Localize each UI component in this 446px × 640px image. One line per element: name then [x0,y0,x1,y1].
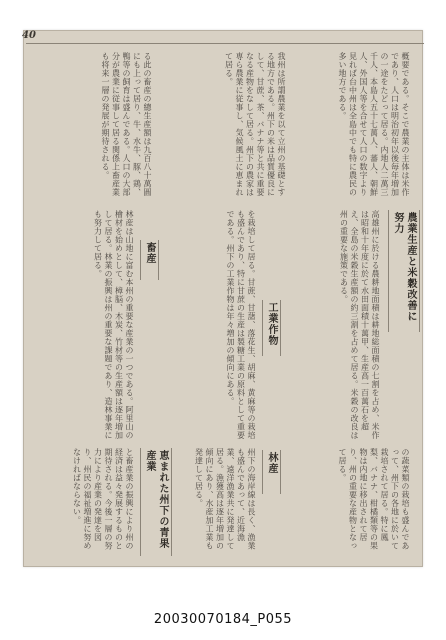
header-rule [26,43,424,44]
text-column-top-right: 概要である。そこで農業の主体は米作であり、人口は明治初年以後毎年増加の一途をたどって居る。内地人二萬三千人、本島人五十七萬人、蕃人、朝鮮人、外国人等を合せて人口の数字より見れば台中州は全島中でも特に農民の多い地方である。 [338,52,410,197]
section-title-rice: 農業生産と米穀改善に努力 [388,210,420,332]
text-column-bottom-middle: 州下の海岸線は長く、漁業も盛んであって、近海漁業、遠洋漁業共に発達して居る。漁獲高は逐年増加の傾向にあり、水産加工業も発達して居る。 [194,448,256,550]
image-caption: 20030070184_P055 [153,612,293,627]
text-column-top-middle: 我州は所謂農業を以て立州の基礎とする地方である。州下の米は品質優良にして、甘蔗、茶、バナナ等と共に重要なる産物をなして居る。州下の農家は専ら農業に従事し、気候風土に恵まれて居る。 [224,52,286,197]
text-column-top-left: る此の畜産の總生産額は九百八十萬圓にも上って居り、牛、水牛、豚、鶏、鴨等の飼育は盛んである。人口の大部分が農業に従事して居る関係上畜産業も将来一層の発展が期待される。 [101,52,152,197]
section-title-livestock: 畜産 [140,240,159,280]
section-title-forestry: 林産 [262,450,281,494]
text-column-mid-left: 林産は山地に富む本州の重要な産業の一つである。阿里山の檜材を始めとして、樟脳、木炭、竹材等の生産額は逐年増加して居る。林業の振興は州の重要な課題であり、造林事業にも努力して居る。 [93,210,134,440]
text-column-mid-middle: を栽培して居る。甘蔗、甘藷、落花生、胡麻、黄麻等の栽培も盛んであり、特に甘蔗の生産は製糖工業の原料として重要である。州下の工業作物は年々増加の傾向にある。 [226,210,256,440]
text-column-bottom-left: と畜産業の振興により州の経済は益々発展するものと期待される。今後一層の努力により産業の発達を図り、州民の福祉増進に努めなければならない。 [72,448,134,550]
section-title-marine: 恵まれた州下の青果産業 [140,448,172,556]
text-column-bottom-right: の蔬菜類の栽培も盛んであって、州下の各地に於いて栽培されて居る。特に鳳梨、バナナ、柑橘類等の果物は内地に移出されて居り、州の重要な産物となって居る。 [338,448,410,550]
text-column-mid-right: 高雄州に於ける農耕地面積は耕地総面積の七割を占め、米作は昭和十年度に於て水田面積十萬甲、生産高一百萬石を超え、全島の米穀生産額の約三割を占めて居る。米穀の改良は州の重要な施策である。 [339,210,380,440]
page-number: 40 [22,30,36,41]
section-title-industry: 工業作物 [262,300,281,356]
